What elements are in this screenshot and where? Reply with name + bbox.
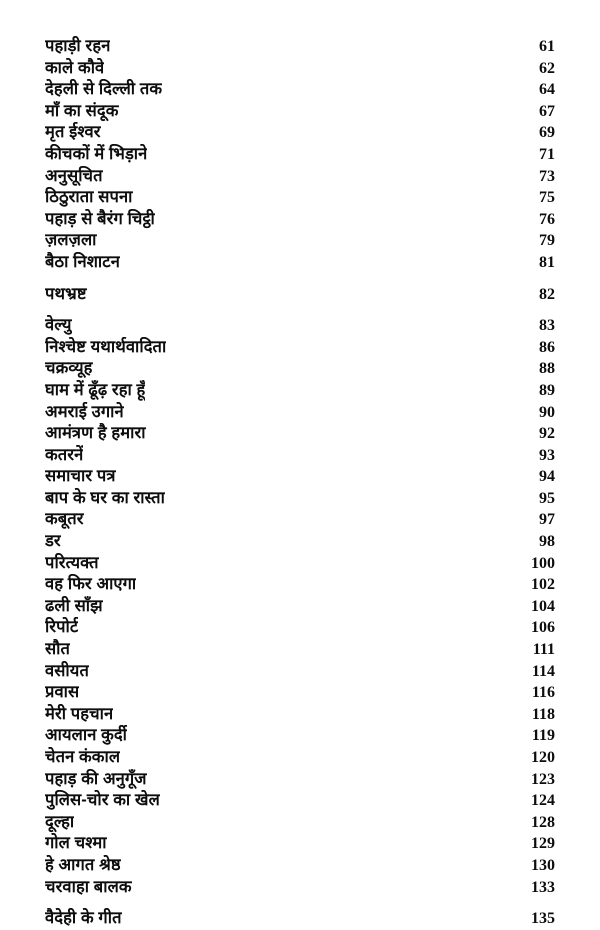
toc-entry-title: देहली से दिल्ली तक: [45, 80, 163, 99]
toc-entry[interactable]: [45, 488, 555, 510]
toc-entry[interactable]: [45, 639, 555, 661]
toc-entry[interactable]: [45, 617, 555, 639]
toc-entry-page-number: 83: [539, 317, 555, 335]
toc-entry-page-number: 106: [531, 619, 555, 637]
toc-entry[interactable]: [45, 877, 555, 899]
toc-entry[interactable]: [45, 661, 555, 683]
toc-entry[interactable]: [45, 358, 555, 380]
toc-entry-title: अनुसूचित: [45, 166, 103, 185]
toc-entry-page-number: 82: [539, 285, 555, 303]
toc-entry[interactable]: [45, 509, 555, 531]
toc-entry-title: काले कौवे: [45, 58, 105, 77]
toc-entry-page-number: 118: [531, 705, 555, 723]
toc-entry[interactable]: [45, 908, 555, 930]
toc-entry[interactable]: [45, 122, 555, 144]
toc-entry-title: गोल चश्मा: [45, 834, 107, 853]
toc-entry[interactable]: [45, 747, 555, 769]
toc-entry-title: पथभ्रष्ट: [45, 284, 87, 303]
toc-entry-page-number: 119: [531, 727, 555, 745]
toc-entry-page-number: 90: [539, 403, 555, 421]
toc-entry-title: आयलान कुर्दी: [45, 726, 128, 745]
toc-entry[interactable]: [45, 187, 555, 209]
toc-entry[interactable]: [45, 423, 555, 445]
toc-entry-title: दूल्हा: [45, 812, 75, 831]
toc-entry-title: हे आगत श्रेष्ठ: [45, 855, 121, 874]
toc-entry-title: ढली साँझ: [45, 596, 103, 615]
toc-entry[interactable]: [45, 315, 555, 337]
toc-entry-title: सौत: [45, 640, 71, 659]
toc-entry[interactable]: [45, 574, 555, 596]
toc-entry-title: अमराई उगाने: [45, 402, 124, 421]
toc-entry-page-number: 128: [531, 813, 555, 831]
toc-entry[interactable]: [45, 704, 555, 726]
toc-entry[interactable]: [45, 682, 555, 704]
toc-entry-title: पहाड़ की अनुगूँज: [45, 769, 147, 788]
toc-entry[interactable]: [45, 725, 555, 747]
toc-entry-page-number: 62: [539, 59, 555, 77]
toc-entry-page-number: 79: [539, 232, 555, 250]
toc-entry-title: रिपोर्ट: [45, 618, 79, 637]
toc-entry[interactable]: [45, 337, 555, 359]
toc-entry-title: डर: [45, 532, 61, 551]
toc-entry-title: वेल्यु: [45, 316, 72, 335]
toc-entry-title: माँ का संदूक: [45, 101, 119, 120]
toc-entry[interactable]: [45, 402, 555, 424]
toc-entry-page-number: 123: [531, 770, 555, 788]
toc-entry-title: परित्यक्त: [45, 553, 99, 572]
toc-entry-page-number: 69: [539, 124, 555, 142]
toc-entry-page-number: 102: [531, 576, 555, 594]
toc-entry-title: निश्चेष्ट यथार्थवादिता: [45, 337, 167, 356]
toc-entry-title: पहाड़ से बैरंग चिट्ठी: [45, 209, 155, 228]
toc-entry[interactable]: [45, 855, 555, 877]
toc-entry[interactable]: [45, 445, 555, 467]
toc-entry[interactable]: [45, 230, 555, 252]
toc-entry-page-number: 114: [531, 662, 555, 680]
toc-entry-title: घाम में ढूँढ़ रहा हूँ: [45, 380, 146, 399]
toc-entry-page-number: 86: [539, 338, 555, 356]
toc-entry-title: मृत ईश्वर: [45, 123, 101, 142]
toc-entry-page-number: 133: [531, 878, 555, 896]
toc-entry[interactable]: [45, 833, 555, 855]
toc-entry-page-number: 124: [531, 792, 555, 810]
toc-entry-title: पुलिस-चोर का खेल: [45, 791, 160, 810]
toc-entry-page-number: 88: [539, 360, 555, 378]
toc-entry-title: ठिठुराता सपना: [45, 188, 133, 207]
toc-entry-page-number: 97: [539, 511, 555, 529]
toc-entry[interactable]: [45, 596, 555, 618]
toc-entry[interactable]: [45, 36, 555, 58]
toc-entry-page-number: 64: [539, 81, 555, 99]
toc-entry[interactable]: [45, 209, 555, 231]
toc-entry[interactable]: [45, 812, 555, 834]
toc-entry-title: समाचार पत्र: [45, 467, 116, 486]
toc-entry-page-number: 94: [539, 468, 555, 486]
toc-entry-page-number: 93: [539, 446, 555, 464]
toc-entry-title: चेतन कंकाल: [45, 748, 121, 766]
toc-entry-title: पहाड़ी रहन: [45, 37, 111, 55]
toc-entry-page-number: 71: [539, 145, 555, 163]
toc-entry-page-number: 92: [539, 425, 555, 443]
toc-entry-page-number: 130: [531, 856, 555, 874]
toc-entry[interactable]: [45, 380, 555, 402]
toc-entry[interactable]: [45, 58, 555, 80]
toc-entry-page-number: 95: [539, 489, 555, 507]
toc-entry-title: वसीयत: [45, 661, 89, 680]
toc-entry[interactable]: [45, 144, 555, 166]
toc-entry-page-number: 129: [531, 835, 555, 853]
toc-entry[interactable]: [45, 101, 555, 123]
toc-entry-page-number: 98: [539, 533, 555, 551]
toc-entry-page-number: 111: [532, 641, 555, 659]
toc-entry-title: बैठा निशाटन: [45, 252, 120, 271]
toc-entry[interactable]: [45, 284, 555, 306]
toc-entry-page-number: 81: [539, 253, 555, 271]
toc-entry-title: ज़लज़ला: [45, 231, 97, 250]
toc-entry-title: प्रवास: [45, 683, 80, 702]
toc-entry-title: बाप के घर का रास्ता: [45, 488, 165, 507]
toc-entry[interactable]: [45, 531, 555, 553]
toc-entry-page-number: 100: [531, 554, 555, 572]
toc-entry-page-number: 120: [531, 749, 555, 766]
toc-entry-page-number: 135: [531, 910, 555, 928]
toc-entry-title: वह फिर आएगा: [45, 575, 137, 594]
toc-entry-title: कबूतर: [45, 510, 84, 529]
toc-entry-page-number: 104: [531, 597, 555, 615]
toc-entry[interactable]: [45, 166, 555, 188]
toc-entry-title: चरवाहा बालक: [45, 877, 132, 896]
toc-entry[interactable]: [45, 466, 555, 488]
toc-entry[interactable]: [45, 790, 555, 812]
toc-entry[interactable]: [45, 79, 555, 101]
table-of-contents-list: [45, 36, 555, 930]
toc-entry-page-number: 76: [539, 210, 555, 228]
toc-entry-title: मेरी पहचान: [45, 704, 114, 723]
toc-entry-title: कतरनें: [45, 445, 84, 464]
toc-entry[interactable]: [45, 769, 555, 791]
toc-entry-page-number: 75: [539, 189, 555, 207]
toc-entry-page-number: 67: [539, 102, 555, 120]
toc-entry-title: वैदेही के गीत: [45, 909, 122, 928]
toc-entry-title: कीचकों में भिड़ाने: [45, 144, 148, 163]
toc-entry-title: चक्रव्यूह: [45, 359, 93, 378]
toc-entry-page-number: 116: [531, 684, 555, 702]
toc-entry-title: आमंत्रण है हमारा: [45, 424, 146, 443]
toc-entry[interactable]: [45, 553, 555, 575]
toc-entry[interactable]: [45, 252, 555, 274]
toc-entry-page-number: 89: [539, 381, 555, 399]
toc-entry-page-number: 61: [539, 38, 555, 55]
toc-entry-page-number: 73: [539, 167, 555, 185]
